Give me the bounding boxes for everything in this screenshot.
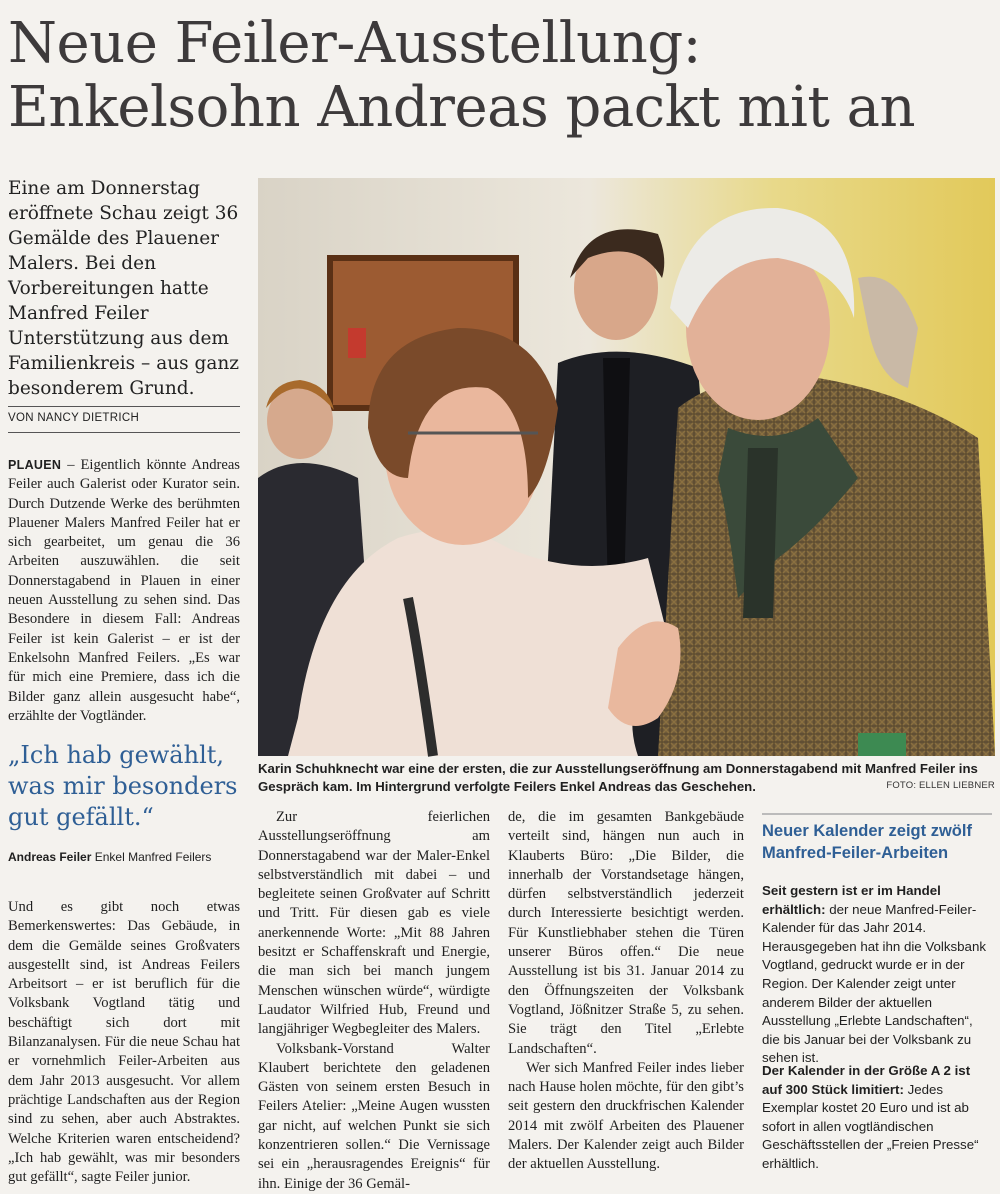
- byline-top-rule: [8, 406, 240, 407]
- article-paragraph: PLAUEN – Eigentlich könnte Andreas Feiler auch Galerist oder Kurator sein. Durch Dutzende Werke des berühmten Plauener Malers Manfred Feiler hat er sich gearbeitet, um genau die 36 Arbeiten auszuwählen. die seit Donnerstagabend in Plauen in einer neuen Ausstellung zu sehen sind. Das Besondere in diesem Fall: Andreas Feiler ist kein Galerist – er ist der Enkelsohn Manfred Feilers. „Es war für mich eine Premiere, dass ich die Bilder ganz allein ausgesucht habe“, erzählte der Vogtländer.: [8, 457, 240, 724]
- article-column-1a: [8, 456, 240, 726]
- article-paragraph: Zur feierlichen Ausstellungseröffnung am Donnerstagabend war der Maler-Enkel selbstverständlich mit dabei – und begleitete seinen Großvater auf Schritt und Tritt. Für diesen gab es viele anerkennende Worte: „Mit 88 Jahren besitzt er Schaffenskraft und Energie, die man sich bei manch jungem Menschen wünschen würde“, würdigte Laudator Wilfried Hub, Freund und langjähriger Wegbegleiter des Malers.: [258, 809, 490, 1038]
- headline: [8, 12, 992, 140]
- sidebar-top-rule: [762, 813, 992, 815]
- photo-illustration: [258, 178, 995, 756]
- pull-quote-name: Andreas Feiler: [8, 850, 92, 864]
- sidebar-lead-1: Seit gestern ist er im Handel erhältlich:: [762, 883, 941, 917]
- article-paragraph: Volksbank-Vorstand Walter Klaubert berichtete den geladenen Gästen von seinem ersten Besuch in Feilers Atelier: „Meine Augen wussten gar nicht, auf welchen Punkt sie sich konzentrieren sollen.“ Die Vernissage sei ein „herausragendes Ereignis“ für ihn. Einige der 36 Gemäl-: [258, 1040, 490, 1192]
- article-paragraph: Wer sich Manfred Feiler indes lieber nach Hause holen möchte, für den gibt’s seit gestern den druckfrischen Kalender 2014 mit zwölf Arbeiten des Plauener Malers. Der Kalender zeigt auch Bilder der aktuellen Ausstellung.: [508, 1059, 744, 1173]
- news-photo: [258, 178, 995, 756]
- article-column-3: [508, 808, 744, 1175]
- pull-quote-source: [8, 850, 240, 864]
- headline-line-2: Enkelsohn Andreas packt mit an: [8, 75, 916, 140]
- headline-line-1: Neue Feiler-Ausstellung:: [8, 11, 702, 76]
- byline: VON NANCY DIETRICH: [8, 412, 140, 424]
- pull-quote-role: Enkel Manfred Feilers: [94, 850, 212, 864]
- sidebar-paragraph-2: Der Kalender in der Größe A 2 ist auf 300 Stück limitiert: Jedes Exemplar kostet 20 Euro und ist ab sofort in allen vogtländischen Geschäftsstellen der „Freien Presse“ erhältlich.: [762, 1063, 979, 1171]
- photo-caption: Karin Schuhknecht war eine der ersten, die zur Ausstellungseröffnung am Donnerstagabend mit Manfred Feiler ins Gespräch kam. Im Hintergrund verfolgte Feilers Enkel Andreas das Geschehen.: [258, 761, 978, 794]
- pull-quote: „Ich hab gewählt, was mir besonders gut gefällt.“: [8, 741, 238, 831]
- sidebar-lead-2: Der Kalender in der Größe A 2 ist auf 300 Stück limitiert:: [762, 1063, 971, 1097]
- article-paragraph: de, die im gesamten Bankgebäude verteilt sind, hängen nun auch in Klauberts Büro: „Die Bilder, die innerhalb der Vorstandsetage hängen, dürfen selbstverständlich jederzeit durch Interessierte besichtigt werden. Für Kunstliebhaber stehen die Türen unserer Büros offen.“ Die neue Ausstellung ist bis 31. Januar 2014 zu den Öffnungszeiten der Volksbank Vogtland, Jößnitzer Straße 5, zu sehen. Sie trägt den Titel „Erlebte Landschaften“.: [508, 809, 744, 1057]
- sidebar-title: Neuer Kalender zeigt zwölf Manfred-Feiler-Arbeiten: [762, 822, 972, 862]
- article-column-1b: [8, 898, 240, 1187]
- sidebar-paragraph-1: Seit gestern ist er im Handel erhältlich: der neue Manfred-Feiler-Kalender für das Jahr 2014. Herausgegeben hat ihn die Volksbank Vogtland, gedruckt wurde er in der Region. Der Kalender zeigt unter anderem Bilder der aktuellen Ausstellung „Erlebte Landschaften“, die bis Januar bei der Volksbank zu sehen ist.: [762, 883, 986, 1066]
- photo-credit: FOTO: ELLEN LIEBNER: [886, 780, 995, 791]
- lead-paragraph: Eine am Donnerstag eröffnete Schau zeigt 36 Gemälde des Plauener Malers. Bei den Vorbereitungen hatte Manfred Feiler Unterstützung aus dem Familienkreis – aus ganz besonderem Grund.: [8, 178, 240, 399]
- article-column-2: [258, 808, 490, 1194]
- dateline: PLAUEN: [8, 458, 62, 472]
- article-paragraph: Und es gibt noch etwas Bemerkenswertes: Das Gebäude, in dem die Gemälde seines Großvaters ausgestellt sind, ist Andreas Feilers Arbeitsort – er ist beruflich für die Volksbank Vogtland tätig und beschäftigt sich dort mit Bilanzanalysen. Für die neue Schau hat er vornehmlich Feiler-Arbeiten aus dem Jahr 2013 ausgesucht. Vor allem prächtige Landschaften aus der Region sind zu sehen, aber auch Abstraktes. Welche Kriterien waren entscheidend? „Ich hab gewählt, was mir besonders gut gefällt“, sagte Feiler junior.: [8, 899, 240, 1186]
- byline-bottom-rule: [8, 432, 240, 433]
